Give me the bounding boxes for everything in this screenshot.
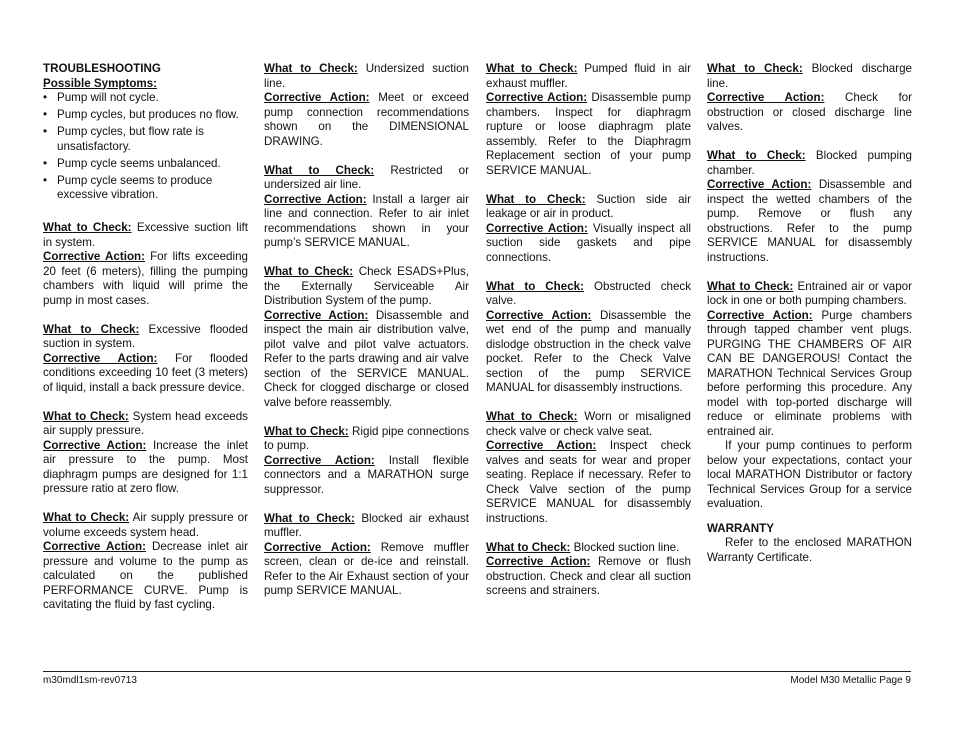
check-text: Blocked suction line. [573,540,680,554]
check-label: What to Check: [43,409,129,423]
action-text: Remove muffler screen, clean or de-ice and reinstall. Refer to the Air Exhaust section of your pump SERVICE MANUAL. [264,540,469,597]
action-text: Meet or exceed pump connection recommendations shown on the DIMENSIONAL DRAWING. [264,91,469,148]
action-label: Corrective Action: [264,308,369,322]
footer-doc-code: m30mdl1sm-rev0713 [43,675,137,686]
action-text: Check for obstruction or closed discharge line valves. [707,91,912,133]
action-label: Corrective Action: [486,555,591,568]
column-4 [707,62,912,580]
check-entry [264,512,469,541]
check-text: Worn or misaligned check valve or check valve seat. [486,410,691,438]
action-label: Corrective Action: [264,192,367,206]
check-entry [707,62,912,91]
action-label: Corrective Action: [486,439,597,452]
action-label: Corrective Action: [486,308,592,322]
action-entry [486,555,691,599]
action-label: Corrective Action: [707,308,813,322]
troubleshooting-heading: TROUBLESHOOTING [43,62,161,75]
action-text: Disassemble and inspect the main air distribution valve, pilot valve and pilot valve actuators. Refer to the parts drawing and air valve section of the SERVICE MANUAL. Check for clogged discharge or closed valve before reassembly. [264,308,469,409]
action-entry [486,309,691,396]
check-label: What to Check: [707,149,806,162]
symptom-item: • Pump cycles, but flow rate is unsatisfactory. [43,125,248,154]
check-label: What to Check: [486,62,578,75]
action-label: Corrective Action: [43,351,158,365]
check-entry [707,280,912,309]
action-label: Corrective Action: [486,221,588,235]
warranty-text: Refer to the enclosed MARATHON Warranty Certificate. [707,536,912,564]
check-text: Entrained air or vapor lock in one or both pumping chambers. [707,279,912,307]
check-entry [486,62,691,91]
symptom-item: • Pump cycle seems unbalanced. [43,157,248,172]
check-entry [43,410,248,439]
action-label: Corrective Action: [43,250,145,263]
action-entry [264,541,469,599]
action-text: Disassemble and inspect the wetted chambers of the pump. Remove or flush any obstructions. Refer to the pump SERVICE MANUAL for disassembly instructions. [707,178,912,264]
action-entry [43,250,248,308]
check-label: What to Check: [486,540,571,554]
check-text: Restricted or undersized air line. [264,163,469,191]
action-entry [264,309,469,411]
action-label: Corrective Action: [43,438,147,452]
check-entry [486,280,691,309]
check-label: What to Check: [486,192,586,206]
action-label: Corrective Action: [486,91,588,104]
check-text: Blocked pumping chamber. [707,149,912,177]
action-label: Corrective Action: [264,453,375,467]
check-text: Obstructed check valve. [486,279,691,307]
check-text: Check ESADS+Plus, the Externally Serviceable Air Distribution System of the pump. [264,265,469,307]
action-text: Increase the inlet air pressure to the pump. Most diaphragm pumps are designed for 1:1 pressure ratio at zero flow. [43,438,248,495]
footer-rule [43,671,911,672]
check-entry [264,425,469,454]
check-entry [486,541,691,556]
check-entry [264,164,469,193]
check-label: What to Check: [264,424,349,438]
check-text: Air supply pressure or volume exceeds system head. [43,511,248,539]
symptoms-label: Possible Symptoms: [43,76,158,90]
symptom-item: • Pump will not cycle. [43,91,248,106]
check-text: Excessive suction lift in system. [43,221,248,249]
check-label: What to Check: [486,410,578,423]
symptoms-list [43,91,248,203]
check-label: What to Check: [43,322,140,336]
action-label: Corrective Action: [43,540,146,553]
action-text: Inspect check valves and seats for wear and proper seating. Replace if necessary. Refer to Check Valve section of the pump SERVICE MANUAL for disassembly instructions. [486,439,691,525]
action-text: Visually inspect all suction side gaskets and pipe connections. [486,221,691,264]
check-text: Rigid pipe connections to pump. [264,424,469,452]
check-label: What to Check: [707,62,803,75]
check-label: What to Check: [264,511,355,525]
action-entry [486,439,691,526]
check-text: Excessive flooded suction in system. [43,322,248,350]
check-entry [486,410,691,439]
action-entry [43,540,248,613]
action-entry [43,352,248,396]
action-entry [707,309,912,440]
check-text: System head exceeds air supply pressure. [43,409,248,437]
check-label: What to Check: [264,62,358,75]
symptom-item: • Pump cycles, but produces no flow. [43,108,248,123]
closing-paragraph: If your pump continues to perform below your expectations, contact your local MARATHON Distributor or factory Technical Services Group for a service evaluation. [707,439,912,510]
action-label: Corrective Action: [707,91,825,104]
action-label: Corrective Action: [264,540,371,554]
check-entry [264,265,469,309]
action-text: Disassemble the wet end of the pump and manually dislodge obstruction in the check valve pocket. Refer to the Check Valve section of the pump SERVICE MANUAL for disassembly instructions. [486,308,691,394]
check-text: Blocked air exhaust muffler. [264,511,469,539]
check-text: Blocked discharge line. [707,62,912,90]
action-label: Corrective Action: [707,178,812,191]
action-text: For lifts exceeding 20 feet (6 meters), filling the pumping chambers with liquid will prime the pump in most cases. [43,250,248,307]
action-text: Install a larger air line and connection. Refer to air inlet recommendations shown in your pump’s SERVICE MANUAL. [264,192,469,249]
check-label: What to Check: [264,163,375,177]
check-entry [43,511,248,540]
action-label: Corrective Action: [264,91,370,104]
action-text: Install flexible connectors and a MARATHON surge suppressor. [264,453,469,496]
action-text: For flooded conditions exceeding 10 feet (3 meters) of liquid, install a back pressure device. [43,351,248,394]
footer-page-label: Model M30 Metallic Page 9 [790,675,911,686]
check-text: Undersized suction line. [264,62,469,90]
action-entry [264,454,469,498]
check-entry [264,62,469,91]
check-label: What to Check: [264,265,354,278]
action-text: Disassemble pump chambers. Inspect for diaphragm rupture or loose diaphragm plate assembly. Refer to the Diaphragm Replacement section of your pump SERVICE MANUAL. [486,91,691,177]
action-entry [264,91,469,149]
check-label: What to Check: [707,279,794,293]
action-entry [264,193,469,251]
check-entry [43,221,248,250]
check-entry [707,149,912,178]
warranty-heading: WARRANTY [707,521,774,535]
action-entry [707,91,912,135]
check-label: What to Check: [43,511,130,524]
action-entry [43,439,248,497]
action-entry [707,178,912,265]
check-entry [43,323,248,352]
column-1 [43,62,248,627]
column-2 [264,62,469,613]
symptom-item: • Pump cycle seems to produce excessive vibration. [43,174,248,203]
action-entry [486,222,691,266]
action-text: Purge chambers through tapped chamber vent plugs. PURGING THE CHAMBERS OF AIR CAN BE DANGEROUS! Contact the MARATHON Technical Services Group before performing this procedure. Any model with top-ported discharge will reduce or eliminate problems with entrained air. [707,308,912,438]
action-text: Remove or flush obstruction. Check and clear all suction screens and strainers. [486,555,691,597]
check-text: Suction side air leakage or air in product. [486,192,691,220]
check-entry [486,193,691,222]
column-3 [486,62,691,613]
check-label: What to Check: [486,279,584,293]
check-label: What to Check: [43,221,132,234]
check-text: Pumped fluid in air exhaust muffler. [486,62,691,90]
action-entry [486,91,691,178]
action-text: Decrease inlet air pressure and volume to the pump as calculated on the published PERFORMANCE CURVE. Pump is cavitating the fluid by fast cycling. [43,540,248,611]
